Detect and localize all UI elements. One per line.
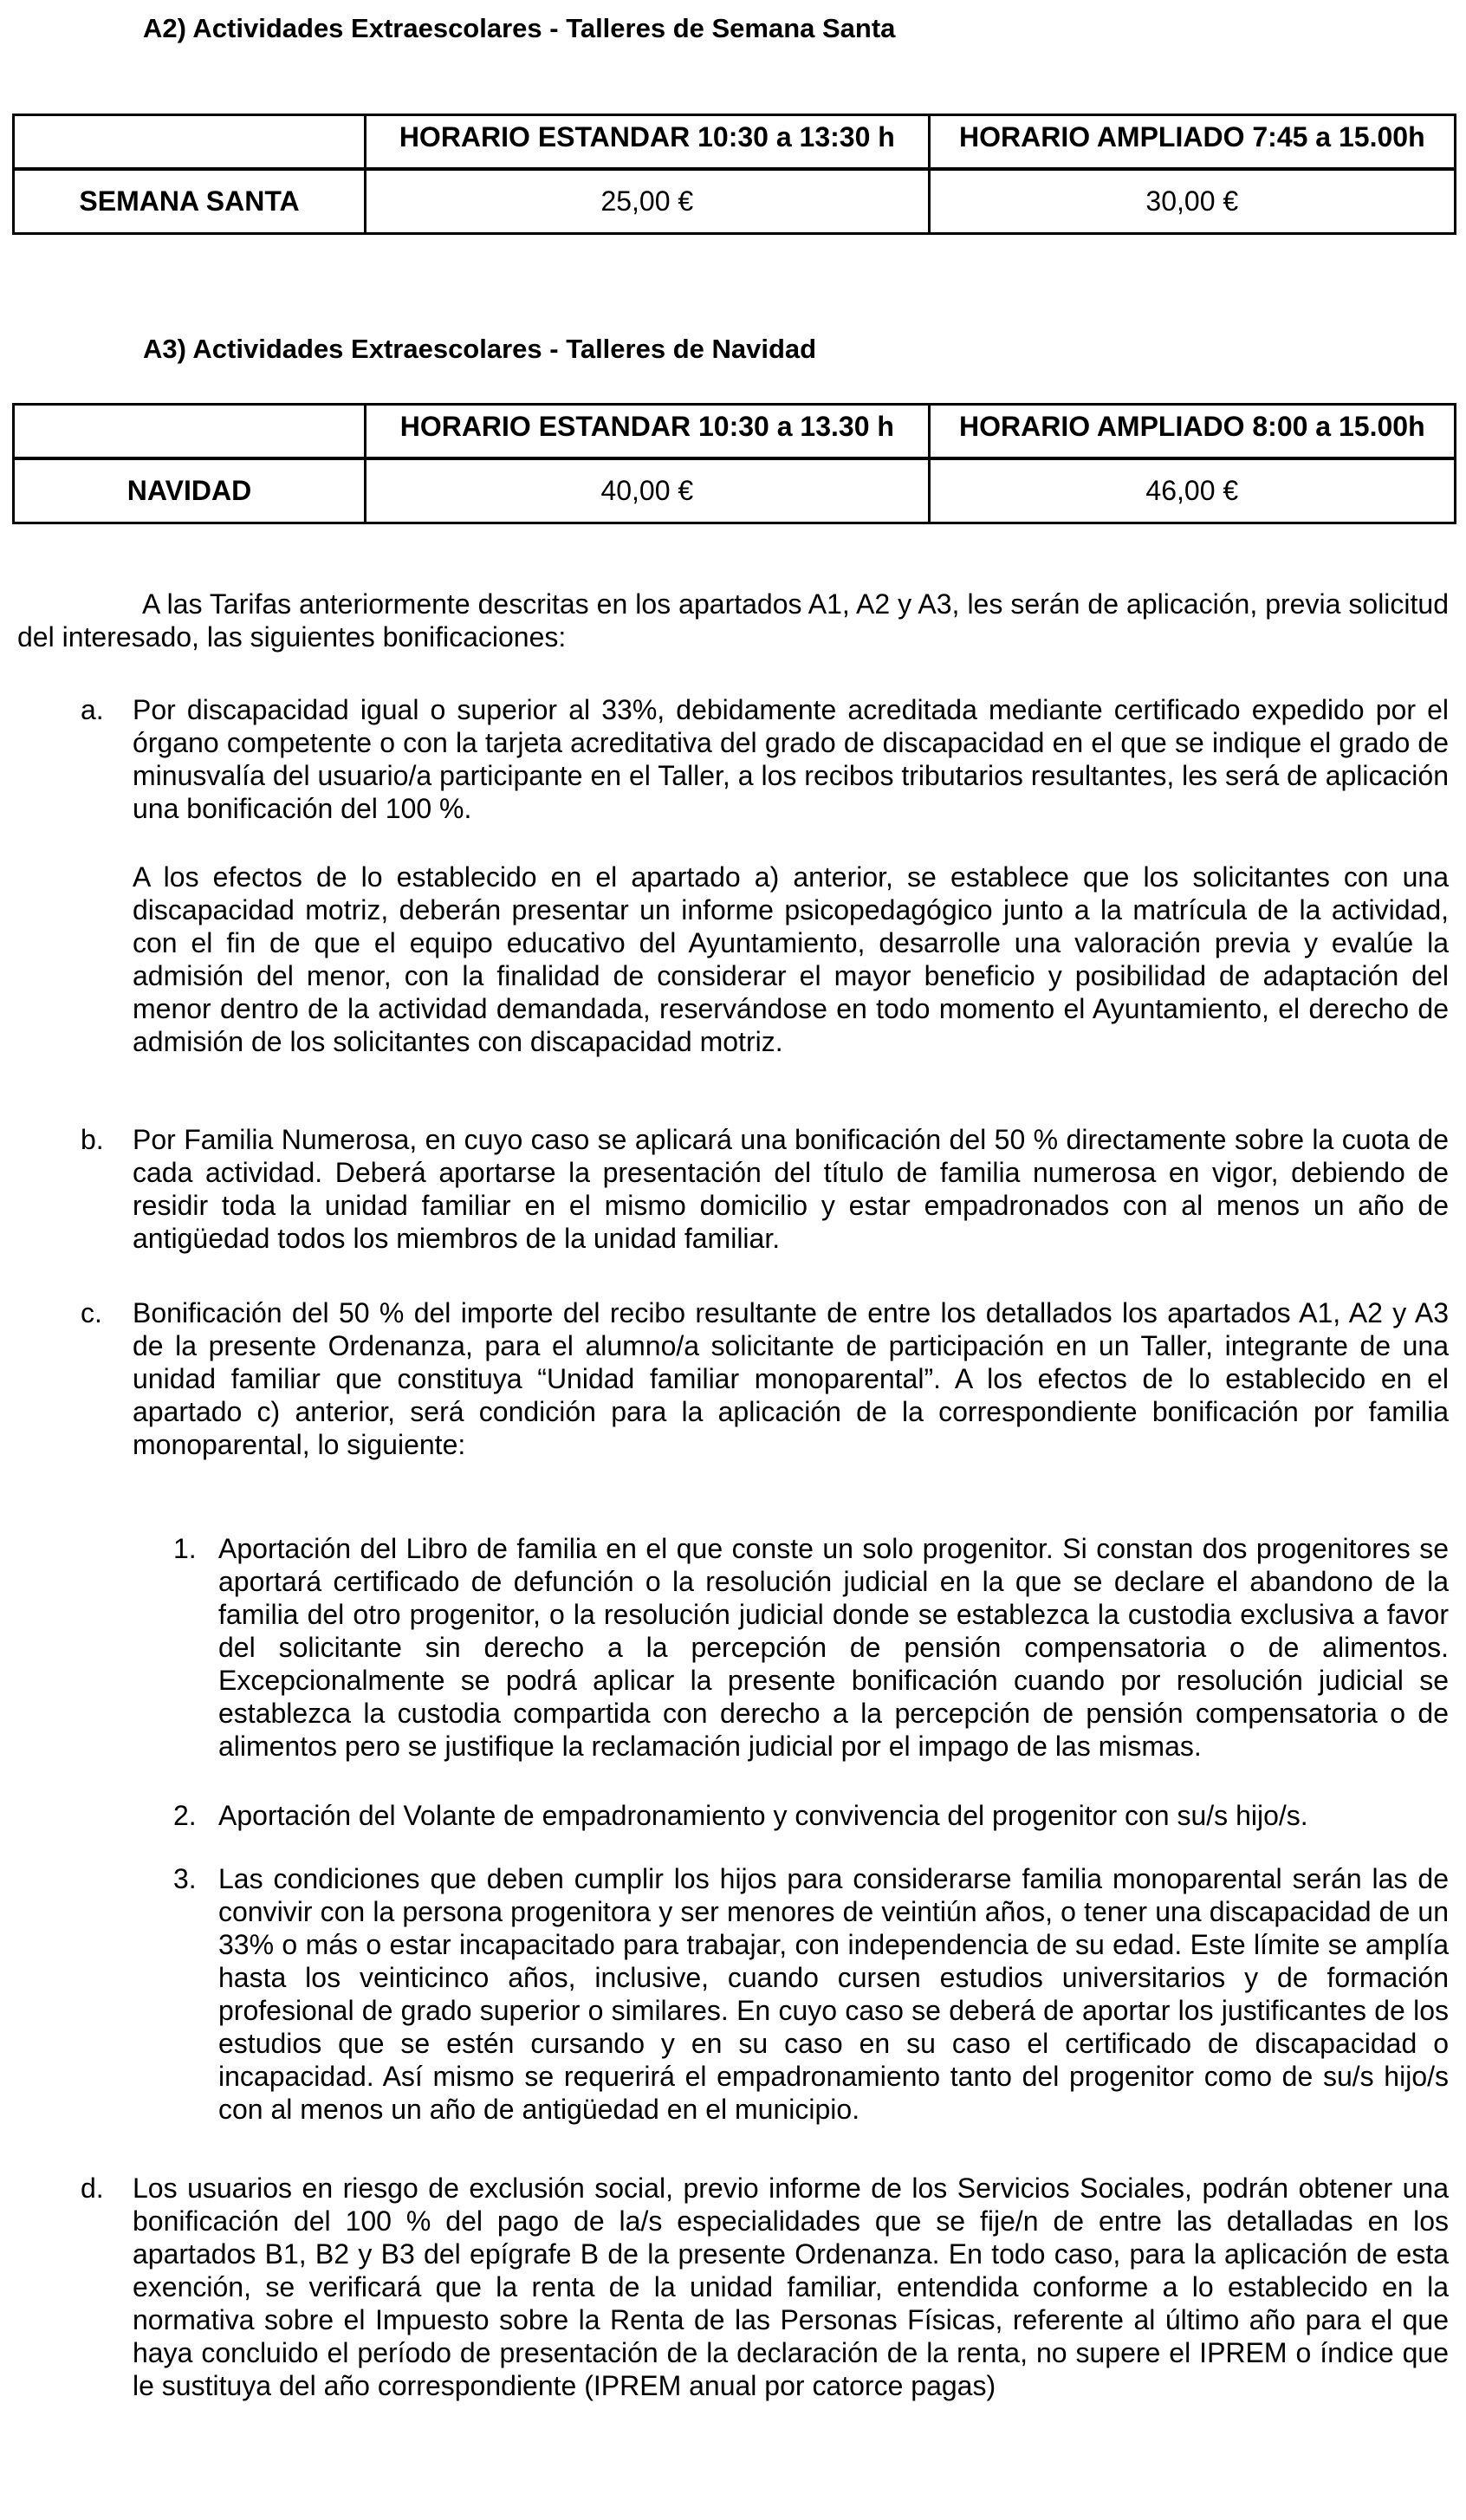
row-label-semana-santa: SEMANA SANTA xyxy=(14,169,366,234)
list-item-b xyxy=(81,1123,1449,1255)
list-item-a xyxy=(81,693,1449,825)
list-marker-b: b. xyxy=(81,1124,104,1155)
sub-list-item-3-text: Las condiciones que deben cumplir los hijos para considerarse familia monoparental serán las de convivir con la persona progenitora y ser menores de veintiún años, o tener una discapacidad de un 33% o más o estar incapacitado para trabajar, con independencia de su edad. Este límite se amplía hasta los veinticinco años, inclusive, cuando cursen estudios universitarios y de formación profesional de grado superior o similares. En cuyo caso se deberá de aportar los justificantes de los estudios que se estén cursando y en su caso en su caso el certificado de discapacidad o incapacidad. Así mismo se requerirá el empadronamiento tanto del progenitor como de su/s hijo/s con al menos un año de antigüedad en el municipio. xyxy=(218,1863,1449,2125)
sub-list-item-2-text: Aportación del Volante de empadronamiento y convivencia del progenitor con su/s hijo/s. xyxy=(218,1800,1308,1831)
list-marker-a: a. xyxy=(81,694,104,725)
empty-corner-cell xyxy=(14,405,366,459)
price-cell-estandar: 25,00 € xyxy=(366,169,930,234)
list-marker-d: d. xyxy=(81,2173,104,2204)
navidad-price-table xyxy=(12,403,1456,524)
list-item-b-paragraph: Por Familia Numerosa, en cuyo caso se aplicará una bonificación del 50 % directamente sobre la cuota de cada actividad. Deberá aportarse la presentación del título de familia numerosa en vigor, debiendo de residir toda la unidad familiar en el mismo domicilio y estar empadronados con al menos un año de antigüedad todos los miembros de la unidad familiar. xyxy=(133,1124,1449,1254)
section-heading-a3: A3) Actividades Extraescolares - Talleres de Navidad xyxy=(143,334,817,364)
col-header-horario-ampliado: HORARIO AMPLIADO 8:00 a 15.00h xyxy=(929,405,1455,459)
sub-list-item-3 xyxy=(173,1862,1449,2126)
list-item-c-paragraph: Bonificación del 50 % del importe del recibo resultante de entre los detallados los apartados A1, A2 y A3 de la presente Ordenanza, para el alumno/a solicitante de participación en un Taller, integrante de una unidad familiar que constituya “Unidad familiar monoparental”. A los efectos de lo establecido en el apartado c) anterior, será condición para la aplicación de la correspondiente bonificación por familia monoparental, lo siguiente: xyxy=(133,1297,1449,1460)
list-item-a-paragraph-1: Por discapacidad igual o superior al 33%, debidamente acreditada mediante certificado expedido por el órgano competente o con la tarjeta acreditativa del grado de discapacidad en el que se indique el grado de minusvalía del usuario/a participante en el Taller, a los recibos tributarios resultantes, les será de aplicación una bonificación del 100 %. xyxy=(133,694,1449,824)
sub-list-marker-1: 1. xyxy=(173,1533,197,1564)
table-header-row xyxy=(14,405,1456,459)
list-item-d xyxy=(81,2172,1449,2402)
list-marker-c: c. xyxy=(81,1297,102,1328)
intro-paragraph: A las Tarifas anteriormente descritas en los apartados A1, A2 y A3, les serán de aplicación, previa solicitud del interesado, las siguientes bonificaciones: xyxy=(17,588,1449,653)
col-header-horario-estandar: HORARIO ESTANDAR 10:30 a 13.30 h xyxy=(366,405,930,459)
list-item-a-paragraph-2: A los efectos de lo establecido en el apartado a) anterior, se establece que los solicitantes con una discapacidad motriz, deberán presentar un informe psicopedagógico junto a la matrícula de la actividad, con el fin de que el equipo educativo del Ayuntamiento, desarrolle una valoración previa y evalúe la admisión del menor, con la finalidad de considerar el mayor beneficio y posibilidad de adaptación del menor dentro de la actividad demandada, reservándose en todo momento el Ayuntamiento, el derecho de admisión de los solicitantes con discapacidad motriz. xyxy=(133,861,1449,1057)
table-row xyxy=(14,458,1456,523)
sub-list-item-1-text: Aportación del Libro de familia en el que conste un solo progenitor. Si constan dos progenitores se aportará certificado de defunción o la resolución judicial en la que se declare el abandono de la familia del otro progenitor, o la resolución judicial donde se establezca la custodia exclusiva a favor del solicitante sin derecho a la percepción de pensión compensatoria o de alimentos. Excepcionalmente se podrá aplicar la presente bonificación cuando por resolución judicial se establezca la custodia compartida con derecho a la percepción de pensión compensatoria o de alimentos pero se justifique la reclamación judicial por el impago de las mismas. xyxy=(218,1533,1449,1762)
semana-santa-price-table xyxy=(12,114,1456,235)
table-row xyxy=(14,169,1456,234)
row-label-navidad: NAVIDAD xyxy=(14,458,366,523)
price-cell-ampliado: 46,00 € xyxy=(929,458,1455,523)
table-header-row xyxy=(14,115,1456,170)
col-header-horario-estandar: HORARIO ESTANDAR 10:30 a 13:30 h xyxy=(366,115,930,170)
empty-corner-cell xyxy=(14,115,366,170)
price-cell-ampliado: 30,00 € xyxy=(929,169,1455,234)
sub-list-marker-3: 3. xyxy=(173,1863,197,1894)
sub-list-item-1 xyxy=(173,1532,1449,1763)
list-item-c xyxy=(81,1296,1449,1461)
price-cell-estandar: 40,00 € xyxy=(366,458,930,523)
col-header-horario-ampliado: HORARIO AMPLIADO 7:45 a 15.00h xyxy=(929,115,1455,170)
list-item-d-paragraph: Los usuarios en riesgo de exclusión social, previo informe de los Servicios Sociales, podrán obtener una bonificación del 100 % del pago de la/s especialidades que se fije/n de entre las detalladas en los apartados B1, B2 y B3 del epígrafe B de la presente Ordenanza. En todo caso, para la aplicación de esta exención, se verificará que la renta de la unidad familiar, entendida conforme a lo establecido en la normativa sobre el Impuesto sobre la Renta de las Personas Físicas, referente al último año para el que haya concluido el período de presentación de la declaración de la renta, no supere el IPREM o índice que le sustituya del año correspondiente (IPREM anual por catorce pagas) xyxy=(133,2173,1449,2401)
sub-list-marker-2: 2. xyxy=(173,1800,197,1831)
section-heading-a2: A2) Actividades Extraescolares - Talleres de Semana Santa xyxy=(143,13,896,43)
sub-list-item-2 xyxy=(173,1799,1449,1832)
